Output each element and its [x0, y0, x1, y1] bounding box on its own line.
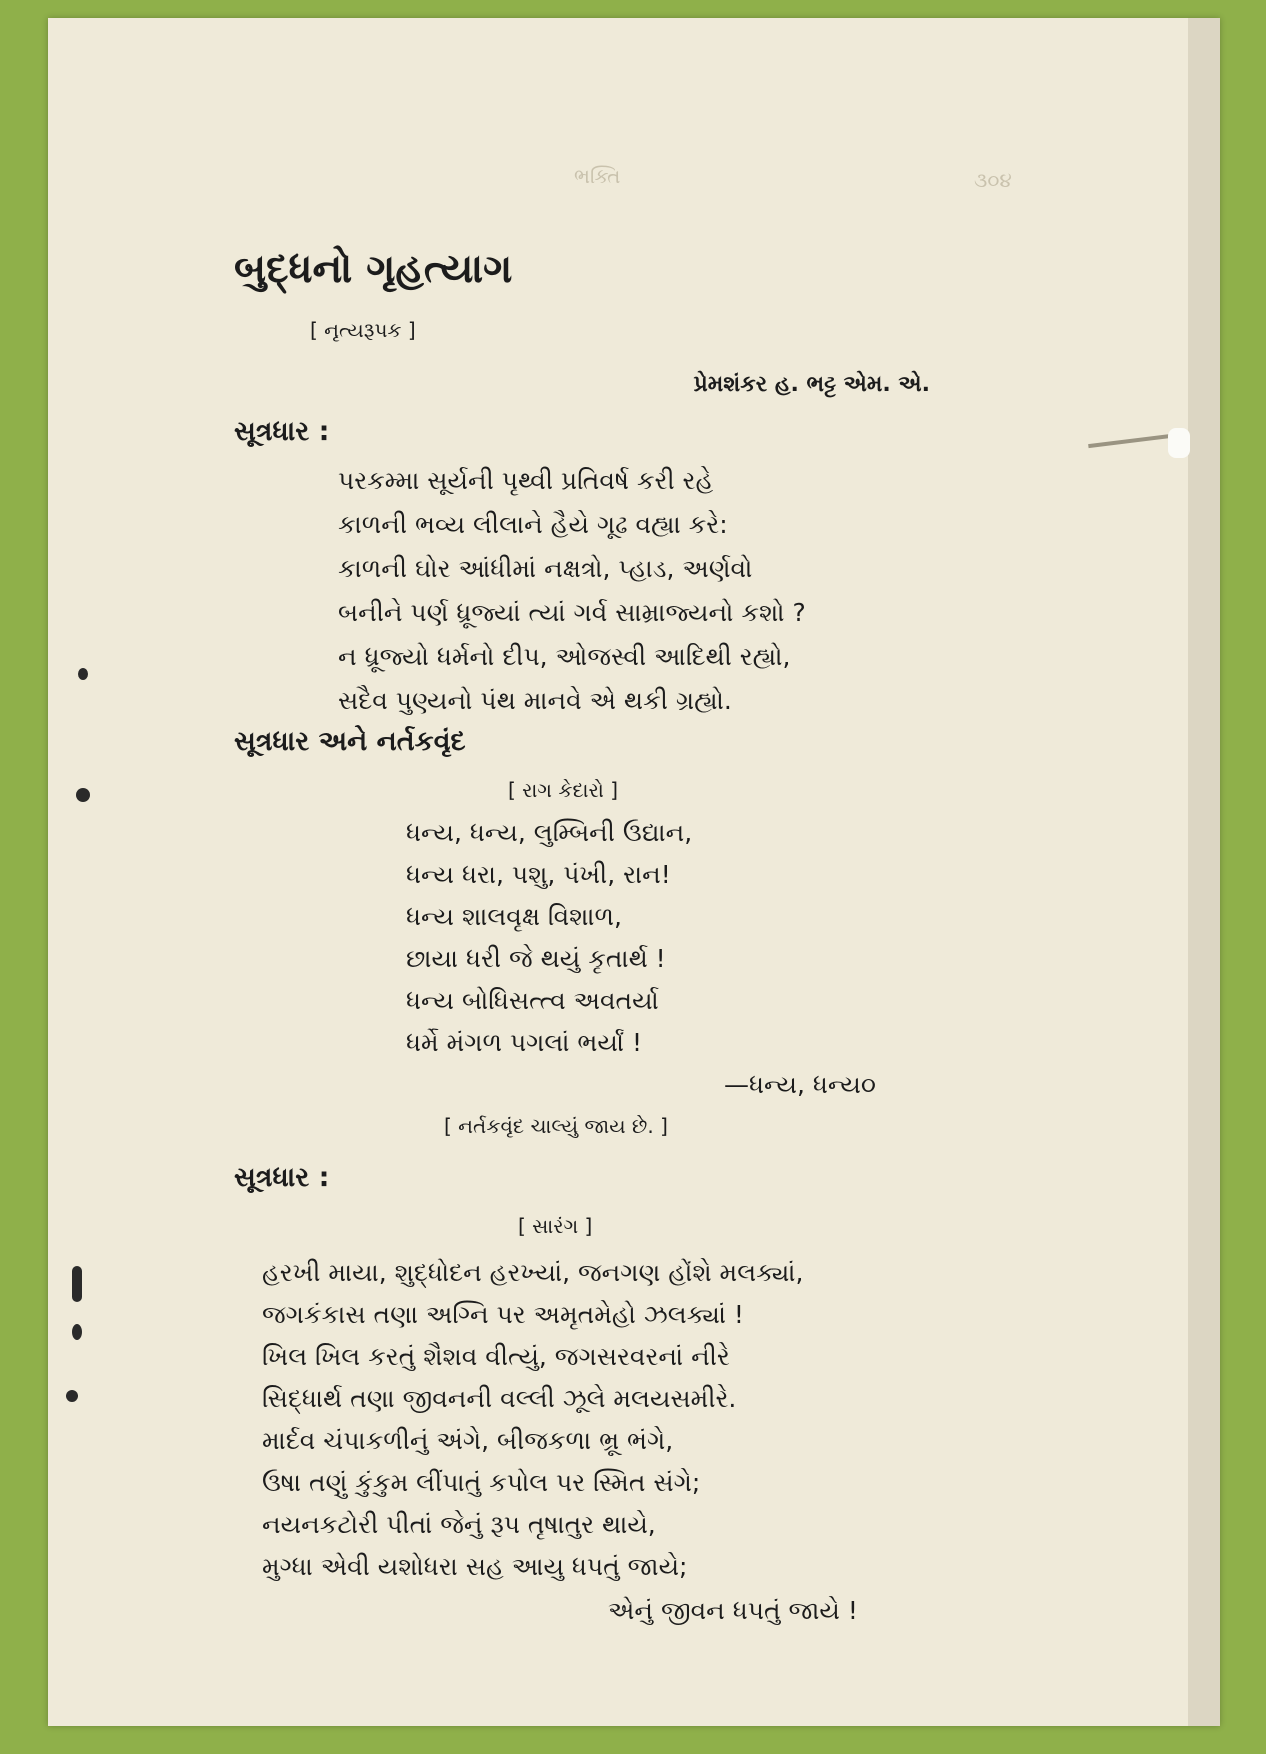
verse-line: એનું જીવન ધપતું જાયે !	[608, 1596, 858, 1625]
verse-line: ન ધ્રૂજ્યો ધર્મનો દીપ, ઓજસ્વી આદિથી રહ્યો,	[338, 642, 791, 671]
speaker-label: સૂત્રધાર :	[234, 1162, 330, 1193]
verse-line: જગકંકાસ તણા અગ્નિ પર અમૃતમેહો ઝલક્યાં !	[262, 1300, 744, 1329]
page-title: બુદ્ધનો ગૃહત્યાગ	[234, 246, 513, 292]
verse-line: ધર્મે મંગળ પગલાં ભર્યાં !	[406, 1028, 642, 1057]
verse-line: હરખી માયા, શુદ્ધોદન હરખ્યાં, જનગણ હોંશે મલક્યાં,	[262, 1258, 804, 1287]
document-page	[48, 18, 1220, 1726]
verse-line: ધન્ય શાલવૃક્ષ વિશાળ,	[406, 902, 622, 931]
raga-label: [ સારંગ ]	[518, 1214, 593, 1238]
bleed-through-left: ભક્તિ	[574, 164, 621, 188]
verse-line: સદૈવ પુણ્યનો પંથ માનવે એ થકી ગ્રહ્યો.	[338, 686, 732, 715]
verse-line: ધન્ય, ધન્ય, લુમ્બિની ઉદ્યાન,	[406, 818, 693, 847]
page-subtitle: [ નૃત્યરૂપક ]	[310, 318, 416, 342]
verse-line: ધન્ય બોધિસત્ત્વ અવતર્યા	[406, 986, 659, 1015]
verse-line: ઉષા તણું કુંકુમ લીંપાતું કપોલ પર સ્મિત સંગે;	[262, 1468, 701, 1497]
verse-line: છાયા ધરી જે થયું કૃતાર્થ !	[406, 944, 666, 973]
ink-spot	[72, 1266, 82, 1302]
stage-direction: [ નર્તકવૃંદ ચાલ્યું જાય છે. ]	[444, 1114, 668, 1138]
raga-label: [ રાગ કેદારો ]	[508, 778, 619, 802]
verse-line: કાળની ઘોર આંધીમાં નક્ષત્રો, પ્હાડ, અર્ણવો	[338, 554, 753, 583]
verse-line: ધન્ય ધરા, પશુ, પંખી, રાન!	[406, 860, 671, 889]
verse-line: બનીને પર્ણ ધ્રૂજ્યાં ત્યાં ગર્વ સામ્રાજ્યનો કશો ?	[338, 598, 806, 627]
ink-spot	[78, 668, 88, 680]
verse-line: સિદ્ધાર્થ તણા જીવનની વલ્લી ઝૂલે મલયસમીરે.	[262, 1384, 737, 1413]
verse-line: માર્દવ ચંપાકળીનું અંગે, બીજકળા ભ્રૂ ભંગે,	[262, 1426, 674, 1455]
paper-tear-hole	[1168, 428, 1190, 458]
author-name: પ્રેમશંકર હ. ભટ્ટ એમ. એ.	[693, 372, 930, 397]
ink-spot	[72, 1324, 82, 1340]
verse-line: નયનકટોરી પીતાં જેનું રૂપ તૃષાતુર થાયે,	[262, 1510, 656, 1539]
verse-line: પરકમ્મા સૂર્યની પૃથ્વી પ્રતિવર્ષ કરી રહે	[338, 466, 714, 495]
speaker-label: સૂત્રધાર અને નર્તકવૃંદ	[234, 726, 466, 757]
verse-line: કાળની ભવ્ય લીલાને હૈયે ગૂઢ વહ્યા કરે:	[338, 510, 728, 539]
speaker-label: સૂત્રધાર :	[234, 416, 330, 447]
bleed-through-right: ૩૦૪	[974, 168, 1012, 192]
verse-line: ખિલ ખિલ કરતું શૈશવ વીત્યું, જગસરવરનાં નીરે	[262, 1342, 730, 1371]
refrain: —ધન્ય, ધન્ય૦	[724, 1070, 876, 1099]
verse-line: મુગ્ધા એવી યશોધરા સહ આયુ ધપતું જાયે;	[262, 1552, 688, 1581]
ink-spot	[76, 788, 90, 802]
page-edge-strip	[1188, 18, 1220, 1726]
ink-spot	[66, 1390, 78, 1402]
